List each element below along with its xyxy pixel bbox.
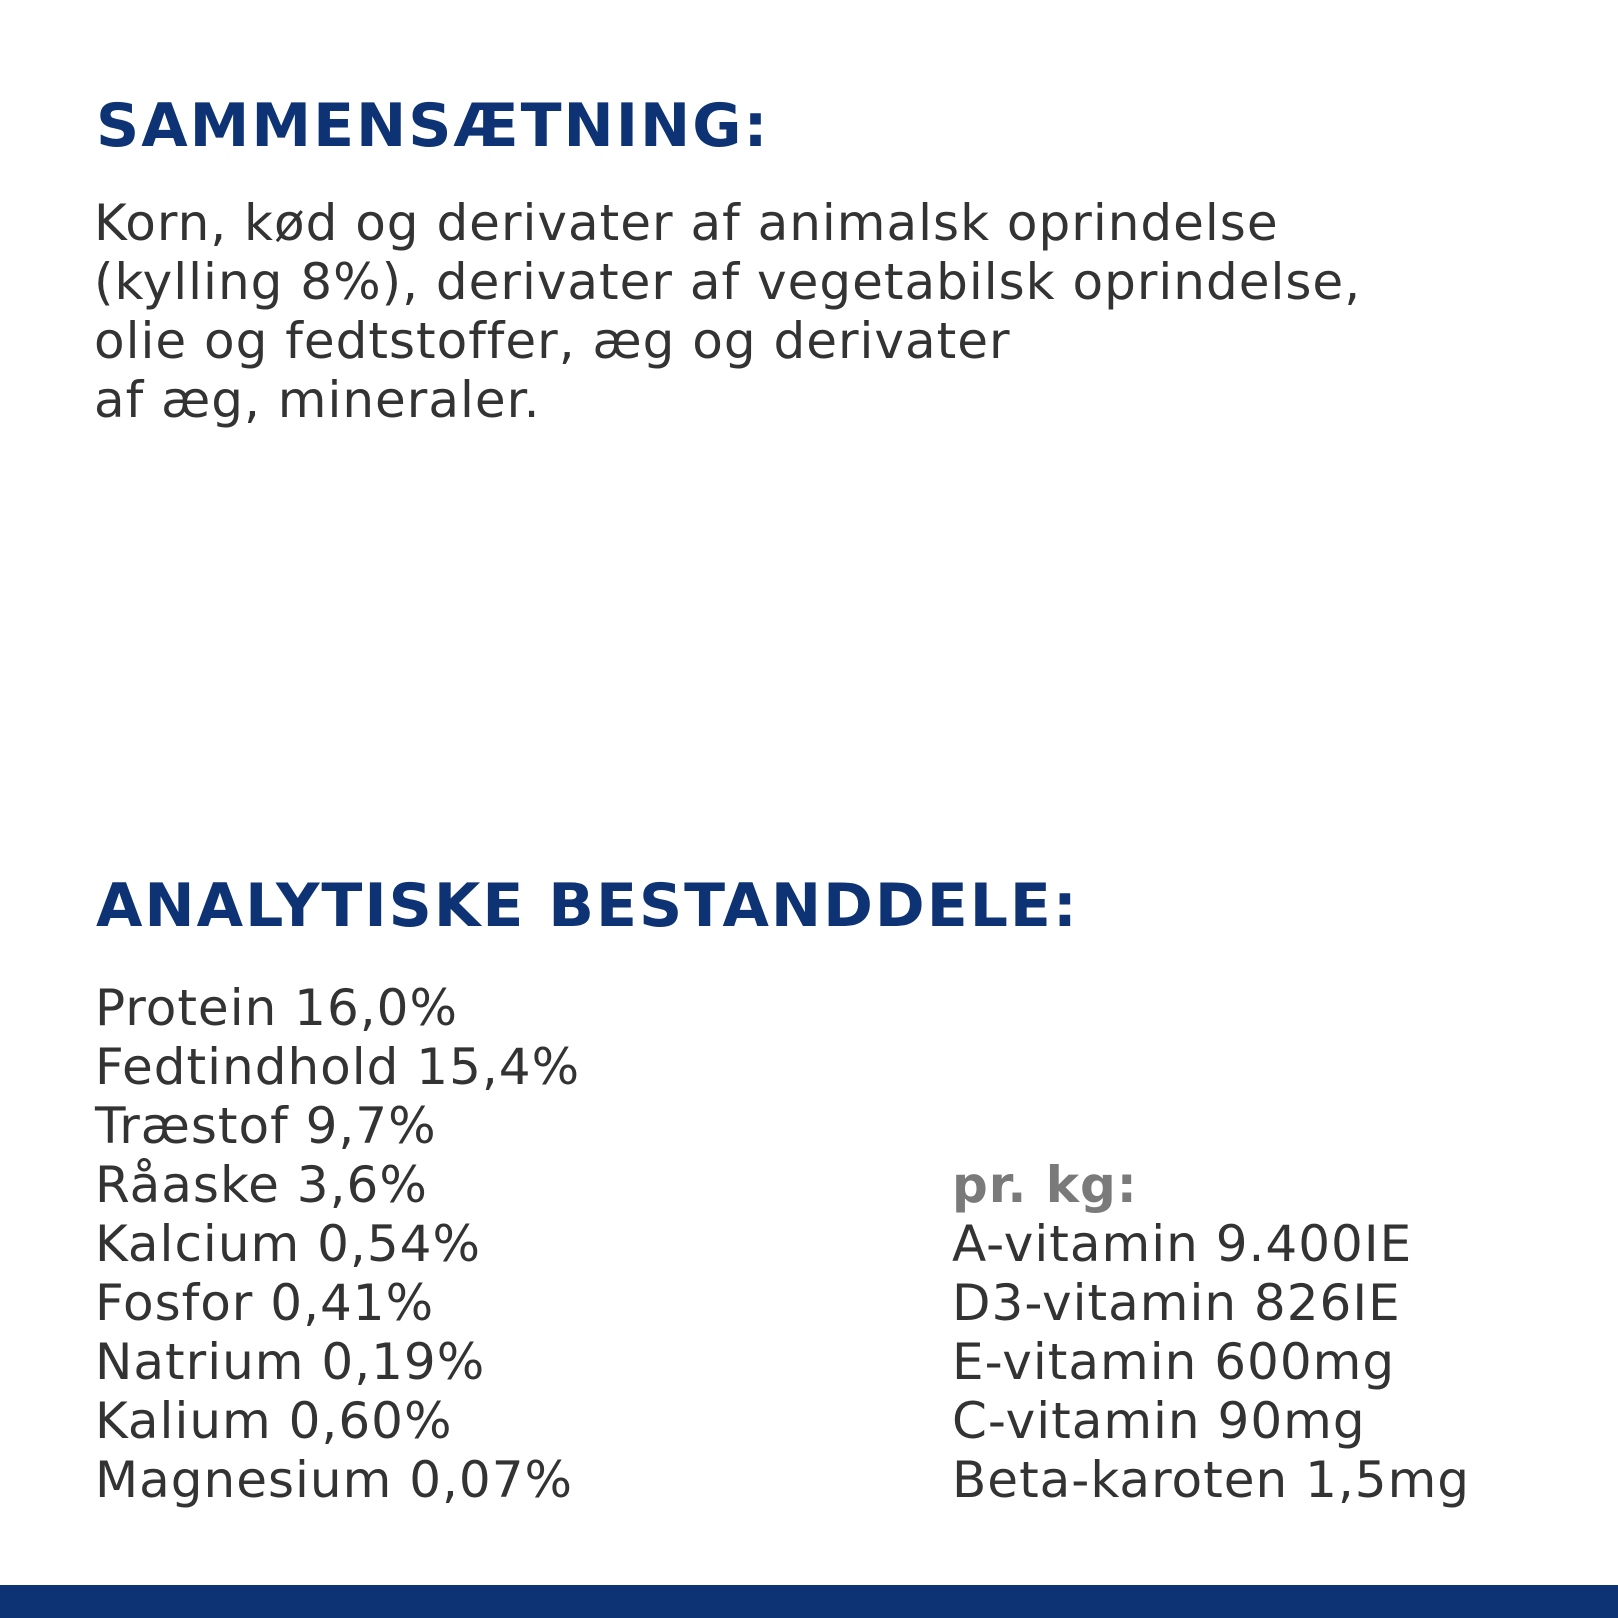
vitamin-block [952,1156,1470,1510]
analytical-constituents-list [95,979,580,1510]
composition-line: olie og fedtstoffer, æg og derivater [94,312,1011,370]
vitamin-item: A-vitamin 9.400IE [952,1215,1413,1273]
vitamin-item: Beta-karoten 1,5mg [952,1451,1471,1509]
analysis-heading: ANALYTISKE BESTANDDELE: [96,871,1079,941]
composition-text [94,194,1524,430]
vitamin-item: D3-vitamin 826IE [952,1274,1401,1332]
list-item: Kalium 0,60% [95,1392,453,1450]
list-item: Fedtindhold 15,4% [95,1038,581,1096]
list-item: Fosfor 0,41% [95,1274,435,1332]
vitamin-item: C-vitamin 90mg [952,1392,1366,1450]
list-item: Magnesium 0,07% [95,1451,574,1509]
per-kg-label: pr. kg: [952,1156,1138,1214]
list-item: Råaske 3,6% [95,1156,428,1214]
list-item: Protein 16,0% [95,979,458,1037]
composition-line: (kylling 8%), derivater af vegetabilsk oprindelse, [94,253,1362,311]
list-item: Natrium 0,19% [95,1333,486,1391]
vitamin-item: E-vitamin 600mg [952,1333,1396,1391]
list-item: Træstof 9,7% [95,1097,437,1155]
bottom-bar [0,1585,1618,1618]
composition-heading: SAMMENSÆTNING: [96,91,770,161]
composition-line: Korn, kød og derivater af animalsk oprindelse [94,194,1279,252]
composition-line: af æg, mineraler. [94,371,541,429]
list-item: Kalcium 0,54% [95,1215,481,1273]
